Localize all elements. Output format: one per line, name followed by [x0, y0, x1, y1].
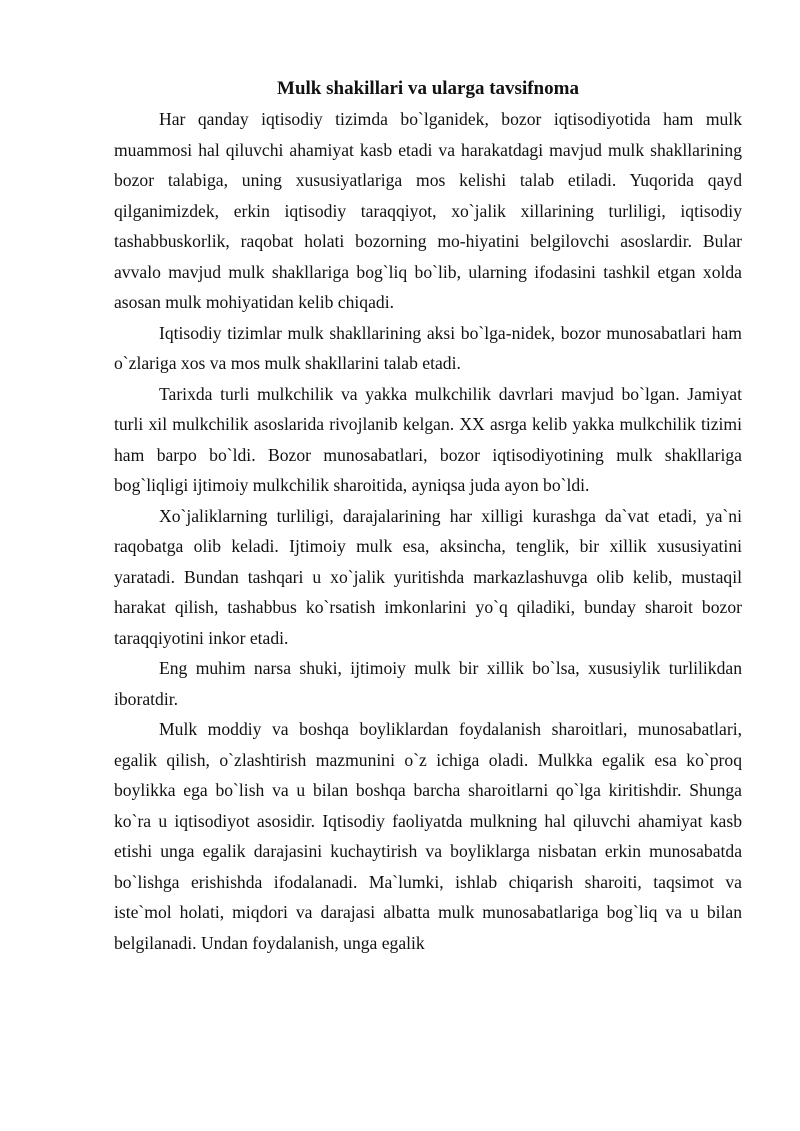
document-title: Mulk shakillari va ularga tavsifnoma — [277, 78, 579, 99]
paragraph-2: Iqtisodiy tizimlar mulk shakllarining aksi bo`lga-nidek, bozor munosabatlari ham o`zlariga xos va mos mulk shakllarini talab etadi. — [114, 322, 742, 373]
paragraph-6: Mulk moddiy va boshqa boyliklardan foydalanish sharoitlari, munosabatlari, egalik qilish, o`zlashtirish mazmunini o`z ichiga oladi. Mulkka egalik esa ko`proq boylikka ega bo`lish va u bilan boshqa barcha sharoitlarni qo`lga kiritishdir. Shunga ko`ra u iqtisodiyot asosidir. Iqtisodiy faoliyatda mulkning hal qiluvchi ahamiyat kasb etishi unga egalik darajasini kuchaytirish va boyliklarga nisbatan erkin munosabatda bo`lishga erishishda ifodalanadi. Ma`lumki, ishlab chiqarish sharoiti, taqsimot va iste`mol holati, miqdori va darajasi albatta mulk munosabatlariga bog`liq va u bilan belgilanadi. Undan foydalanish, unga egalik — [114, 719, 742, 953]
paragraph-5: Eng muhim narsa shuki, ijtimoiy mulk bir xillik bo`lsa, xususiylik turlilikdan iboratdir. — [114, 658, 742, 709]
document-page — [114, 74, 742, 958]
paragraph-4: Xo`jaliklarning turliligi, darajalarining har xilligi kurashga da`vat etadi, ya`ni raqobatga olib keladi. Ijtimoiy mulk esa, aksincha, tenglik, bir xillik xususiyatini yaratadi. Bundan tashqari u xo`jalik yuritishda markazlashuvga olib kelib, mustaqil harakat qilish, tashabbus ko`rsatish imkonlarini yo`q qiladiki, bunday sharoit bozor taraqqiyotini inkor etadi. — [114, 505, 742, 648]
paragraph-3: Tarixda turli mulkchilik va yakka mulkchilik davrlari mavjud bo`lgan. Jamiyat turli xil mulkchilik asoslarida rivojlanib kelgan. XX asrga kelib yakka mulkchilik tizimi ham barpo bo`ldi. Bozor munosabatlari, bozor iqtisodiyotining mulk shakllariga bog`liqligi ijtimoiy mulkchilik sharoitida, ayniqsa juda ayon bo`ldi. — [114, 383, 742, 495]
paragraph-1: Har qanday iqtisodiy tizimda bo`lganidek, bozor iqtisodiyotida ham mulk muammosi hal qiluvchi ahamiyat kasb etadi va harakatdagi mavjud mulk shakllarining bozor talabiga, uning xususiyatlariga mos kelishi talab etiladi. Yuqorida qayd qilganimizdek, erkin iqtisodiy taraqqiyot, xo`jalik xillarining turliligi, iqtisodiy tashabbuskorlik, raqobat holati bozorning mo-hiyatini belgilovchi asoslardir. Bular avvalo mavjud mulk shakllariga bog`liq bo`lib, ularning ifodasini tashkil etgan xolda asosan mulk mohiyatidan kelib chiqadi. — [114, 109, 742, 312]
